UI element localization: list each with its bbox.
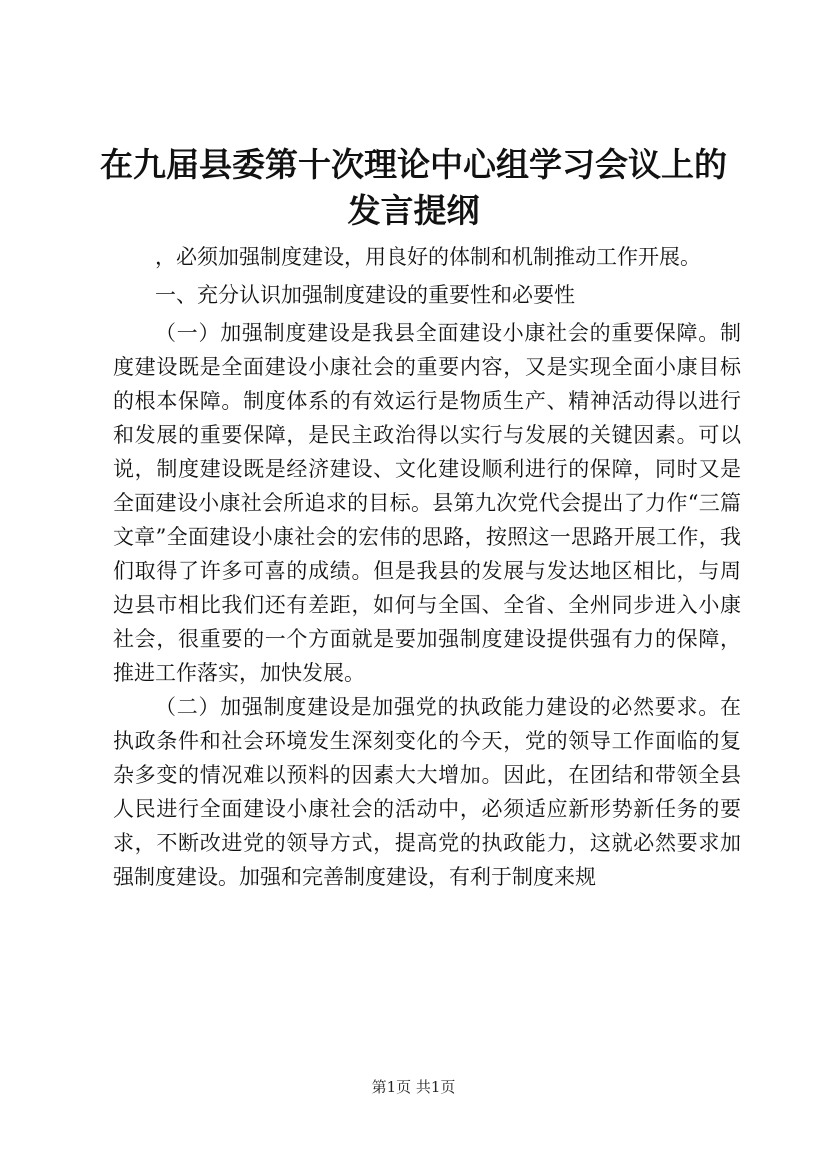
paragraph-intro: ，必须加强制度建设，用良好的体制和机制推动工作开展。 [155,245,701,269]
section-heading: 一、充分认识加强制度建设的重要性和必要性 [155,283,575,307]
document-body [113,240,741,894]
paragraph-point-two: （二）加强制度建设是加强党的执政能力建设的必然要求。在执政条件和社会环境发生深刻变化的今天，党的领导工作面临的复杂多变的情况难以预料的因素大大增加。因此，在团结和带领全县人民进行全面建设小康社会的活动中，必须适应新形势新任务的要求，不断改进党的领导方式，提高党的执政能力，这就必然要求加强制度建设。加强和完善制度建设，有利于制度来规 [113,695,741,889]
paragraph-point-one: （一）加强制度建设是我县全面建设小康社会的重要保障。制度建设既是全面建设小康社会的重要内容，又是实现全面小康目标的根本保障。制度体系的有效运行是物质生产、精神活动得以进行和发展的重要保障，是民主政治得以实行与发展的关键因素。可以说，制度建设既是经济建设、文化建设顺利进行的保障，同时又是全面建设小康社会所追求的目标。县第九次党代会提出了力作“三篇文章”全面建设小康社会的宏伟的思路，按照这一思路开展工作，我们取得了许多可喜的成绩。但是我县的发展与发达地区相比，与周边县市相比我们还有差距，如何与全国、全省、全州同步进入小康社会，很重要的一个方面就是要加强制度建设提供强有力的保障，推进工作落实，加快发展。 [113,321,741,685]
document-title: 在九届县委第十次理论中心组学习会议上的发言提纲 [100,145,727,230]
page-number-footer: 第1页 共1页 [371,1078,456,1096]
